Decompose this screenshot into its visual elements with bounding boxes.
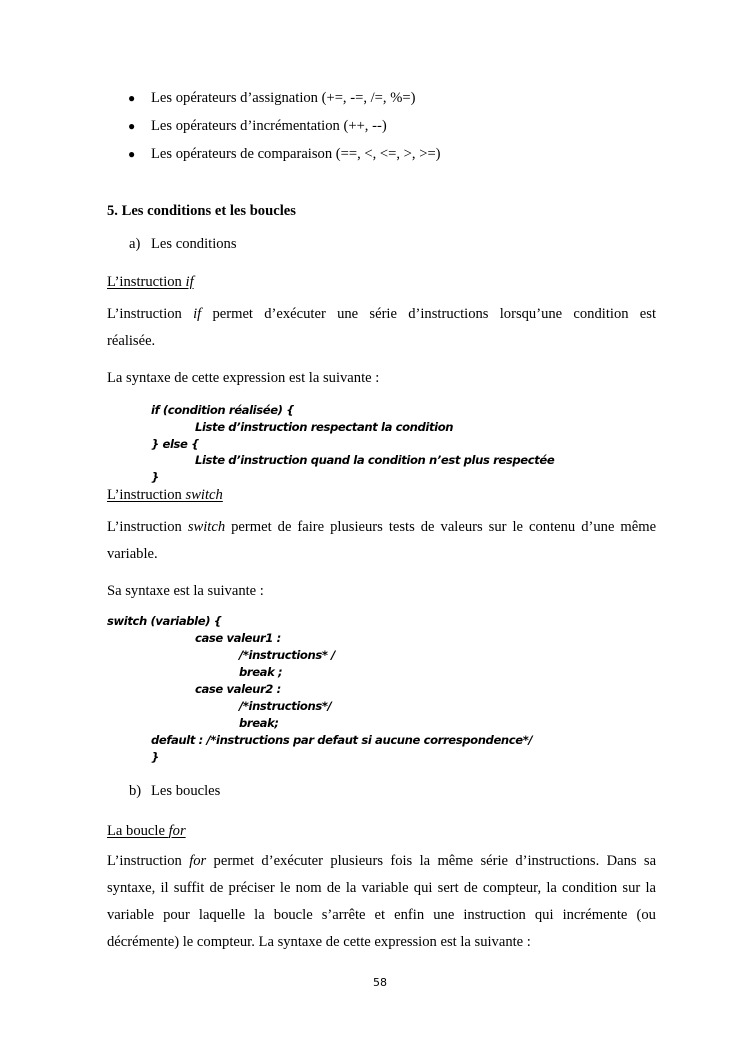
if-paragraph-line-1: L’instruction if permet d’exécuter une série d’instructions lorsqu’une condition est bbox=[107, 306, 657, 322]
if-title-keyword: if bbox=[185, 274, 194, 290]
if-code-line: Liste d’instruction quand la condition n’est plus respectée bbox=[195, 453, 555, 467]
switch-code-line: case valeur2 : bbox=[195, 682, 281, 696]
bullet-item-2: Les opérateurs d’incrémentation (++, --) bbox=[151, 118, 387, 134]
switch-title-keyword: switch bbox=[185, 487, 223, 503]
switch-code-line: default : /*instructions par defaut si aucune correspondence*/ bbox=[151, 733, 533, 747]
for-paragraph-line-1: L’instruction for permet d’exécuter plusieurs fois la même série d’instructions. Dans sa bbox=[107, 853, 657, 869]
if-title-prefix: L’instruction bbox=[107, 274, 186, 290]
if-title bbox=[107, 272, 194, 292]
bullet-marker: ● bbox=[128, 91, 136, 105]
if-syntax-intro: La syntaxe de cette expression est la suivante : bbox=[107, 370, 380, 386]
subsection-a-marker: a) bbox=[129, 236, 141, 252]
for-paragraph-line-2: syntaxe, il suffit de préciser le nom de la variable qui sert de compteur, la condition sur la bbox=[107, 880, 656, 896]
switch-paragraph-line-1: L’instruction switch permet de faire plusieurs tests de valeurs sur le contenu d’une même bbox=[107, 519, 657, 535]
bullet-marker: ● bbox=[128, 119, 136, 133]
if-code-line: if (condition réalisée) { bbox=[151, 403, 295, 417]
switch-code-line: break; bbox=[239, 716, 279, 730]
switch-code-line: switch (variable) { bbox=[107, 614, 222, 628]
subsection-b-label: Les boucles bbox=[151, 783, 221, 799]
for-title-keyword: for bbox=[168, 823, 186, 839]
bullet-item-1: Les opérateurs d’assignation (+=, -=, /=, %=) bbox=[151, 90, 416, 106]
page-number: 58 bbox=[373, 976, 387, 989]
switch-syntax-intro: Sa syntaxe est la suivante : bbox=[107, 583, 264, 599]
if-paragraph-line-2: réalisée. bbox=[107, 333, 156, 349]
switch-code-line: break ; bbox=[239, 665, 283, 679]
if-code-line: } else { bbox=[151, 437, 199, 451]
bullet-item-3: Les opérateurs de comparaison (==, <, <=, >, >=) bbox=[151, 146, 441, 162]
if-code-line: Liste d’instruction respectant la condition bbox=[195, 420, 454, 434]
for-title-prefix: La boucle bbox=[107, 823, 169, 839]
switch-title bbox=[107, 485, 223, 505]
bullet-marker: ● bbox=[128, 147, 136, 161]
switch-title-prefix: L’instruction bbox=[107, 487, 186, 503]
switch-code-line: case valeur1 : bbox=[195, 631, 281, 645]
switch-code-line: /*instructions*/ bbox=[239, 699, 332, 713]
for-paragraph-line-4: décrémente) le compteur. La syntaxe de cette expression est la suivante : bbox=[107, 934, 531, 950]
if-code-line: } bbox=[151, 470, 159, 484]
for-paragraph-line-3: variable pour laquelle la boucle s’arrête et enfin une instruction qui incrémente (ou bbox=[107, 907, 656, 923]
switch-paragraph-line-2: variable. bbox=[107, 546, 158, 562]
switch-code-line: /*instructions* / bbox=[239, 648, 335, 662]
subsection-b-marker: b) bbox=[129, 783, 142, 799]
section-heading: 5. Les conditions et les boucles bbox=[107, 203, 296, 219]
switch-code-line: } bbox=[151, 750, 159, 764]
subsection-a-label: Les conditions bbox=[151, 236, 237, 252]
for-title bbox=[107, 821, 186, 841]
